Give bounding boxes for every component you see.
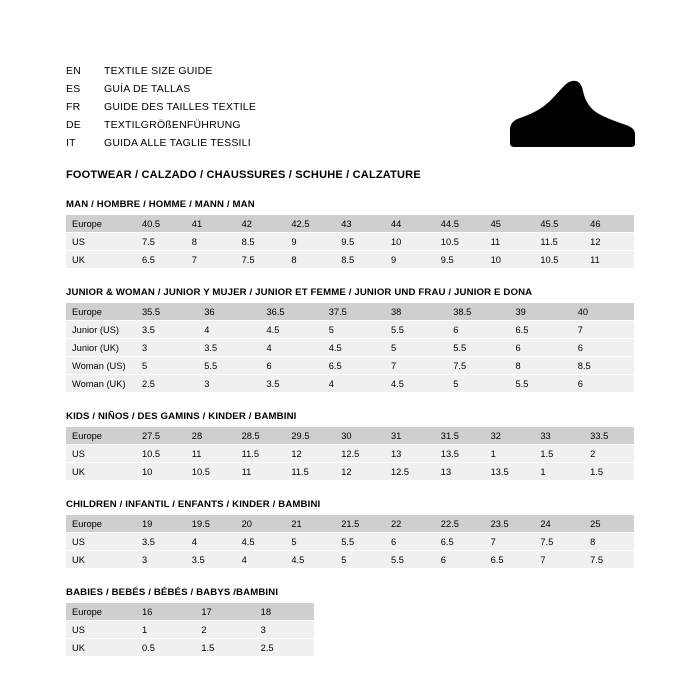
cell: 5 — [136, 357, 198, 375]
cell: 4 — [323, 375, 385, 393]
cell: 9 — [385, 251, 435, 269]
cell: 20 — [236, 515, 286, 533]
cell: 4.5 — [261, 321, 323, 339]
cell: 11 — [584, 251, 634, 269]
row-label: Europe — [66, 215, 136, 233]
cell: 4.5 — [323, 339, 385, 357]
table-block-babies — [66, 587, 634, 657]
cell: 8.5 — [335, 251, 385, 269]
cell: 8 — [510, 357, 572, 375]
cell: 3 — [255, 621, 314, 639]
cell: 9.5 — [435, 251, 485, 269]
row-label: UK — [66, 463, 136, 481]
row-label: US — [66, 621, 136, 639]
language-title: GUIDE DES TAILLES TEXTILE — [104, 101, 257, 113]
cell: 4 — [236, 551, 286, 569]
table-row — [66, 233, 634, 251]
table-row — [66, 251, 634, 269]
row-label: US — [66, 233, 136, 251]
cell: 45.5 — [534, 215, 584, 233]
cell: 8 — [285, 251, 335, 269]
cell: 8.5 — [236, 233, 286, 251]
table-row — [66, 357, 634, 375]
row-label: UK — [66, 639, 136, 657]
cell: 33.5 — [584, 427, 634, 445]
cell: 10 — [385, 233, 435, 251]
cell: 31.5 — [435, 427, 485, 445]
cell: 12.5 — [335, 445, 385, 463]
cell: 11 — [186, 445, 236, 463]
cell: 36 — [198, 303, 260, 321]
cell: 11 — [236, 463, 286, 481]
cell: 10.5 — [534, 251, 584, 269]
cell: 25 — [584, 515, 634, 533]
size-table-man — [66, 215, 634, 269]
cell: 44 — [385, 215, 435, 233]
cell: 36.5 — [261, 303, 323, 321]
cell: 7 — [534, 551, 584, 569]
language-title: TEXTILE SIZE GUIDE — [104, 65, 213, 77]
cell: 7.5 — [534, 533, 584, 551]
row-label: Europe — [66, 303, 136, 321]
cell: 9.5 — [335, 233, 385, 251]
cell: 7.5 — [584, 551, 634, 569]
table-block-children — [66, 499, 634, 569]
cell: 28 — [186, 427, 236, 445]
cell: 2 — [195, 621, 254, 639]
cell: 11.5 — [534, 233, 584, 251]
cell: 13.5 — [485, 463, 535, 481]
cell: 12.5 — [385, 463, 435, 481]
cell: 24 — [534, 515, 584, 533]
cell: 1 — [136, 621, 195, 639]
cell: 7.5 — [447, 357, 509, 375]
cell: 4 — [198, 321, 260, 339]
cell: 1.5 — [584, 463, 634, 481]
cell: 30 — [335, 427, 385, 445]
cell: 3 — [136, 339, 198, 357]
cell: 13.5 — [435, 445, 485, 463]
cell: 1 — [485, 445, 535, 463]
cell: 5 — [285, 533, 335, 551]
language-code: ES — [66, 83, 81, 95]
language-title: GUIDA ALLE TAGLIE TESSILI — [104, 137, 251, 149]
cell: 43 — [335, 215, 385, 233]
cell: 12 — [335, 463, 385, 481]
cell: 2.5 — [136, 375, 198, 393]
cell: 5 — [385, 339, 447, 357]
cell: 22.5 — [435, 515, 485, 533]
cell: 19 — [136, 515, 186, 533]
cell: 10 — [136, 463, 186, 481]
cell: 6 — [385, 533, 435, 551]
cell: 21.5 — [335, 515, 385, 533]
cell: 7 — [572, 321, 634, 339]
cell: 6 — [261, 357, 323, 375]
table-title: BABIES / BEBÉS / BÉBÉS / BABYS /BAMBINI — [66, 587, 279, 598]
cell: 1 — [534, 463, 584, 481]
cell: 2.5 — [255, 639, 314, 657]
table-block-kids — [66, 411, 634, 481]
dress-shoe-icon — [452, 74, 642, 154]
language-code: IT — [66, 137, 76, 149]
cell: 16 — [136, 603, 195, 621]
cell: 31 — [385, 427, 435, 445]
cell: 7.5 — [136, 233, 186, 251]
row-label: Junior (US) — [66, 321, 136, 339]
cell: 3.5 — [261, 375, 323, 393]
cell: 11 — [485, 233, 535, 251]
table-row — [66, 321, 634, 339]
cell: 6.5 — [510, 321, 572, 339]
row-label: UK — [66, 551, 136, 569]
cell: 41 — [186, 215, 236, 233]
cell: 2 — [584, 445, 634, 463]
cell: 3.5 — [136, 533, 186, 551]
cell: 6 — [572, 339, 634, 357]
language-code: EN — [66, 65, 81, 77]
cell: 40.5 — [136, 215, 186, 233]
cell: 6.5 — [323, 357, 385, 375]
language-title: TEXTILGRÖßENFÜHRUNG — [104, 119, 241, 131]
cell: 28.5 — [236, 427, 286, 445]
cell: 42.5 — [285, 215, 335, 233]
cell: 40 — [572, 303, 634, 321]
cell: 3 — [136, 551, 186, 569]
table-row — [66, 215, 634, 233]
size-table-babies — [66, 603, 314, 657]
table-title: CHILDREN / INFANTIL / ENFANTS / KINDER / BAMBINI — [66, 499, 321, 510]
cell: 7.5 — [236, 251, 286, 269]
cell: 10.5 — [136, 445, 186, 463]
cell: 3.5 — [186, 551, 236, 569]
size-table-junior-woman — [66, 303, 634, 393]
cell: 6.5 — [136, 251, 186, 269]
cell: 18 — [255, 603, 314, 621]
cell: 44.5 — [435, 215, 485, 233]
table-title: KIDS / NIÑOS / DES GAMINS / KINDER / BAMBINI — [66, 411, 297, 422]
language-code: DE — [66, 119, 81, 131]
row-label: Europe — [66, 427, 136, 445]
cell: 8.5 — [572, 357, 634, 375]
cell: 39 — [510, 303, 572, 321]
cell: 38 — [385, 303, 447, 321]
table-row — [66, 639, 314, 657]
table-row — [66, 427, 634, 445]
cell: 42 — [236, 215, 286, 233]
cell: 8 — [186, 233, 236, 251]
cell: 1.5 — [195, 639, 254, 657]
table-title: JUNIOR & WOMAN / JUNIOR Y MUJER / JUNIOR ET FEMME / JUNIOR UND FRAU / JUNIOR E DONA — [66, 287, 533, 298]
cell: 7 — [485, 533, 535, 551]
table-row — [66, 339, 634, 357]
cell: 46 — [584, 215, 634, 233]
cell: 4.5 — [236, 533, 286, 551]
row-label: Europe — [66, 515, 136, 533]
cell: 9 — [285, 233, 335, 251]
language-title: GUÍA DE TALLAS — [104, 83, 191, 95]
cell: 4.5 — [385, 375, 447, 393]
cell: 5.5 — [335, 533, 385, 551]
cell: 0.5 — [136, 639, 195, 657]
cell: 12 — [584, 233, 634, 251]
size-table-kids — [66, 427, 634, 481]
row-label: Europe — [66, 603, 136, 621]
row-label: UK — [66, 251, 136, 269]
table-row — [66, 515, 634, 533]
table-block-junior-woman — [66, 287, 634, 393]
cell: 5 — [323, 321, 385, 339]
row-label: Woman (US) — [66, 357, 136, 375]
table-block-man — [66, 199, 634, 269]
cell: 37.5 — [323, 303, 385, 321]
cell: 38.5 — [447, 303, 509, 321]
cell: 27.5 — [136, 427, 186, 445]
cell: 4 — [186, 533, 236, 551]
cell: 19.5 — [186, 515, 236, 533]
cell: 10.5 — [186, 463, 236, 481]
table-row — [66, 375, 634, 393]
table-title: MAN / HOMBRE / HOMME / MANN / MAN — [66, 199, 255, 210]
language-code: FR — [66, 101, 81, 113]
cell: 6.5 — [485, 551, 535, 569]
cell: 13 — [385, 445, 435, 463]
cell: 3.5 — [198, 339, 260, 357]
cell: 11.5 — [285, 463, 335, 481]
cell: 7 — [186, 251, 236, 269]
cell: 7 — [385, 357, 447, 375]
row-label: Junior (UK) — [66, 339, 136, 357]
row-label: US — [66, 533, 136, 551]
cell: 10.5 — [435, 233, 485, 251]
size-table-children — [66, 515, 634, 569]
cell: 45 — [485, 215, 535, 233]
row-label: Woman (UK) — [66, 375, 136, 393]
cell: 4.5 — [285, 551, 335, 569]
cell: 29.5 — [285, 427, 335, 445]
cell: 5.5 — [447, 339, 509, 357]
cell: 3 — [198, 375, 260, 393]
cell: 6.5 — [435, 533, 485, 551]
table-row — [66, 603, 314, 621]
table-row — [66, 463, 634, 481]
cell: 10 — [485, 251, 535, 269]
row-label: US — [66, 445, 136, 463]
cell: 22 — [385, 515, 435, 533]
cell: 17 — [195, 603, 254, 621]
cell: 12 — [285, 445, 335, 463]
cell: 6 — [510, 339, 572, 357]
cell: 5.5 — [385, 551, 435, 569]
table-row — [66, 303, 634, 321]
cell: 5.5 — [385, 321, 447, 339]
cell: 5.5 — [198, 357, 260, 375]
cell: 4 — [261, 339, 323, 357]
cell: 35.5 — [136, 303, 198, 321]
page-header — [66, 62, 634, 181]
cell: 23.5 — [485, 515, 535, 533]
cell: 6 — [435, 551, 485, 569]
cell: 11.5 — [236, 445, 286, 463]
table-row — [66, 445, 634, 463]
table-row — [66, 551, 634, 569]
category-heading: FOOTWEAR / CALZADO / CHAUSSURES / SCHUHE / CALZATURE — [66, 169, 421, 181]
cell: 5.5 — [510, 375, 572, 393]
cell: 1.5 — [534, 445, 584, 463]
cell: 5 — [335, 551, 385, 569]
cell: 33 — [534, 427, 584, 445]
cell: 8 — [584, 533, 634, 551]
cell: 32 — [485, 427, 535, 445]
cell: 3.5 — [136, 321, 198, 339]
cell: 13 — [435, 463, 485, 481]
cell: 21 — [285, 515, 335, 533]
table-row — [66, 533, 634, 551]
table-row — [66, 621, 314, 639]
cell: 6 — [447, 321, 509, 339]
cell: 5 — [447, 375, 509, 393]
cell: 6 — [572, 375, 634, 393]
